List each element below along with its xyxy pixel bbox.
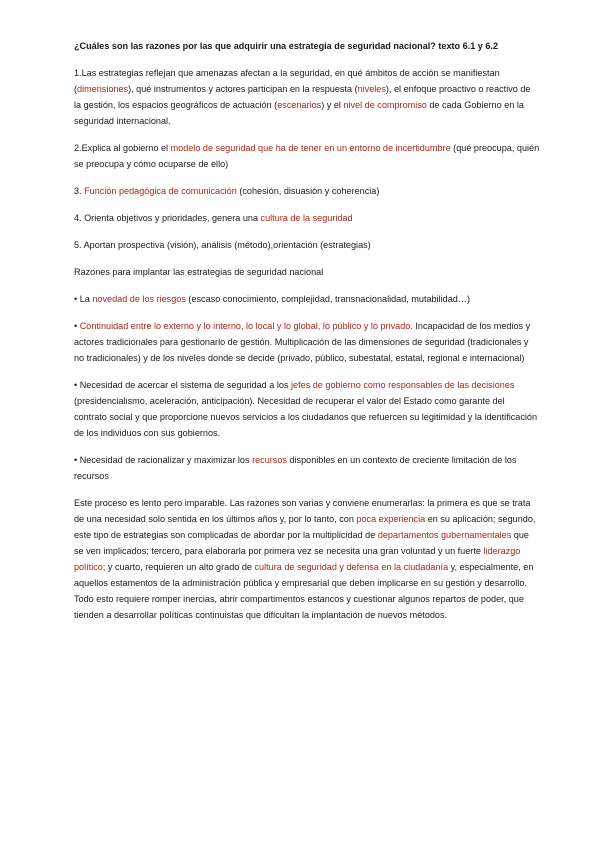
- b2-text-c: Incapacidad de los medios y actores tradicionales para gestionarlo de gestión. Multiplicación de las dimensiones de seguridad (tradicionales y no tradicionales) y de los niveles donde se decide (privado, público, subestatal, estatal, regional e internacional): [74, 321, 531, 363]
- question-title: ¿Cuáles son las razones por las que adquirir una estrategia de seguridad nacional? texto 6.1 y 6.2: [74, 41, 499, 51]
- p1-text-c: ), qué instrumentos y actores participan en la respuesta (: [128, 84, 358, 94]
- p1-highlight-escenarios: escenarios: [277, 100, 322, 110]
- b1-text-c: (escaso conocimiento, complejidad, transnacionalidad, mutabilidad…): [185, 294, 470, 304]
- p7-text-c: en su aplicación; segundo, este tipo de estrategias son complicadas de abordar por la multiplicidad de: [74, 514, 536, 540]
- p1-highlight-compromiso: nivel de compromiso: [343, 100, 427, 110]
- p1-text-e: ), el enfoque proactivo o reactivo de la gestión, los espacios geográficos de actuación (: [74, 84, 531, 110]
- closing-paragraph: [74, 495, 540, 623]
- p1-text-a: 1.Las estrategias reflejan que amenazas afectan a la seguridad, en qué ámbitos de acción se manifiestan (: [74, 68, 500, 94]
- b4-text-a: • Necesidad de racionalizar y maximizar los: [74, 455, 253, 465]
- bullet-3: [74, 377, 540, 441]
- p3-text-a: 3.: [74, 186, 85, 196]
- p2-text-a: 2.Explica al gobierno el: [74, 143, 171, 153]
- paragraph-3: [74, 183, 540, 199]
- p1-text-g: ) y el: [321, 100, 344, 110]
- p7-text-g: ; y cuarto, requieren un alto grado de: [102, 562, 255, 572]
- p2-text-c: (qué preocupa, quién se preocupa y cómo ocuparse de ello): [74, 143, 540, 169]
- p4-text-a: 4. Orienta objetivos y prioridades, genera una: [74, 213, 261, 223]
- reasons-heading: Razones para implantar las estrategias de seguridad nacional: [74, 267, 324, 277]
- p2-highlight-modelo: modelo de seguridad que ha de tener en un entorno de incertidumbre: [170, 143, 451, 153]
- p4-highlight-cultura: cultura de la seguridad: [260, 213, 353, 223]
- bullet-4: [74, 452, 540, 484]
- p1-highlight-dimensiones: dimensiones: [77, 84, 129, 94]
- p7-highlight-liderazgo: liderazgo político: [74, 546, 521, 572]
- p3-text-c: (cohesión, disuasión y coherencia): [236, 186, 380, 196]
- p7-highlight-departamentos: departamentos gubernamentales: [377, 530, 512, 540]
- p7-text-e: que se ven implicados; tercero, para elaborarla por primera vez se necesita una gran voluntad y un fuerte: [74, 530, 529, 556]
- b3-text-a: • Necesidad de acercar el sistema de seguridad a los: [74, 380, 292, 390]
- p7-highlight-cultura: cultura de seguridad y defensa en la ciudadanía: [254, 562, 449, 572]
- b3-highlight-jefes: jefes de gobierno como responsables de las decisiones: [291, 380, 515, 390]
- bullet-2: [74, 318, 540, 366]
- b3-text-c: (presidencialismo, aceleración, anticipación). Necesidad de recuperar el valor del Estado como garante del contrato social y que proporcione nuevos servicios a los ciudadanos que refuercen su legitimidad y la identificación de los individuos con sus gobiernos.: [74, 396, 538, 438]
- b2-text-a: •: [74, 321, 80, 331]
- b4-text-c: disponibles en un contexto de creciente limitación de los recursos: [74, 455, 517, 481]
- p7-text-a: Este proceso es lento pero imparable. Las razones son varias y conviene enumerarlas: la primera es que se trata de una necesidad solo sentida en los últimos años y, por lo tanto, con: [74, 498, 531, 524]
- b1-highlight-novedad: novedad de los riesgos: [92, 294, 186, 304]
- p3-highlight-funcion: Función pedagógica de comunicación: [84, 186, 237, 196]
- paragraph-2: [74, 140, 540, 172]
- b4-highlight-recursos: recursos: [252, 455, 287, 465]
- b2-highlight-continuidad: Continuidad entre lo externo y lo interno, lo local y lo global, lo público y lo privado.: [79, 321, 413, 331]
- paragraph-1: [74, 65, 540, 129]
- bullet-1: [74, 291, 540, 307]
- p1-highlight-niveles: niveles: [357, 84, 386, 94]
- p7-text-i: y, especialmente, en aquellos estamentos de la administración pública y empresarial que deben implicarse en su gestión y desarrollo. Todo esto requiere romper inercias, abrir compartimentos estancos y cuestionar algunos repartos de poder, que tienden a desarrollar políticas continuistas que dificultan la implantación de nuevos métodos.: [74, 562, 534, 620]
- p1-text-i: de cada Gobierno en la seguridad internacional.: [74, 100, 524, 126]
- paragraph-5: 5. Aportan prospectiva (visión), análisis (método),orientación (estrategias): [74, 240, 371, 250]
- p7-highlight-experiencia: poca experiencia: [356, 514, 426, 524]
- b1-text-a: • La: [74, 294, 93, 304]
- paragraph-4: [74, 210, 540, 226]
